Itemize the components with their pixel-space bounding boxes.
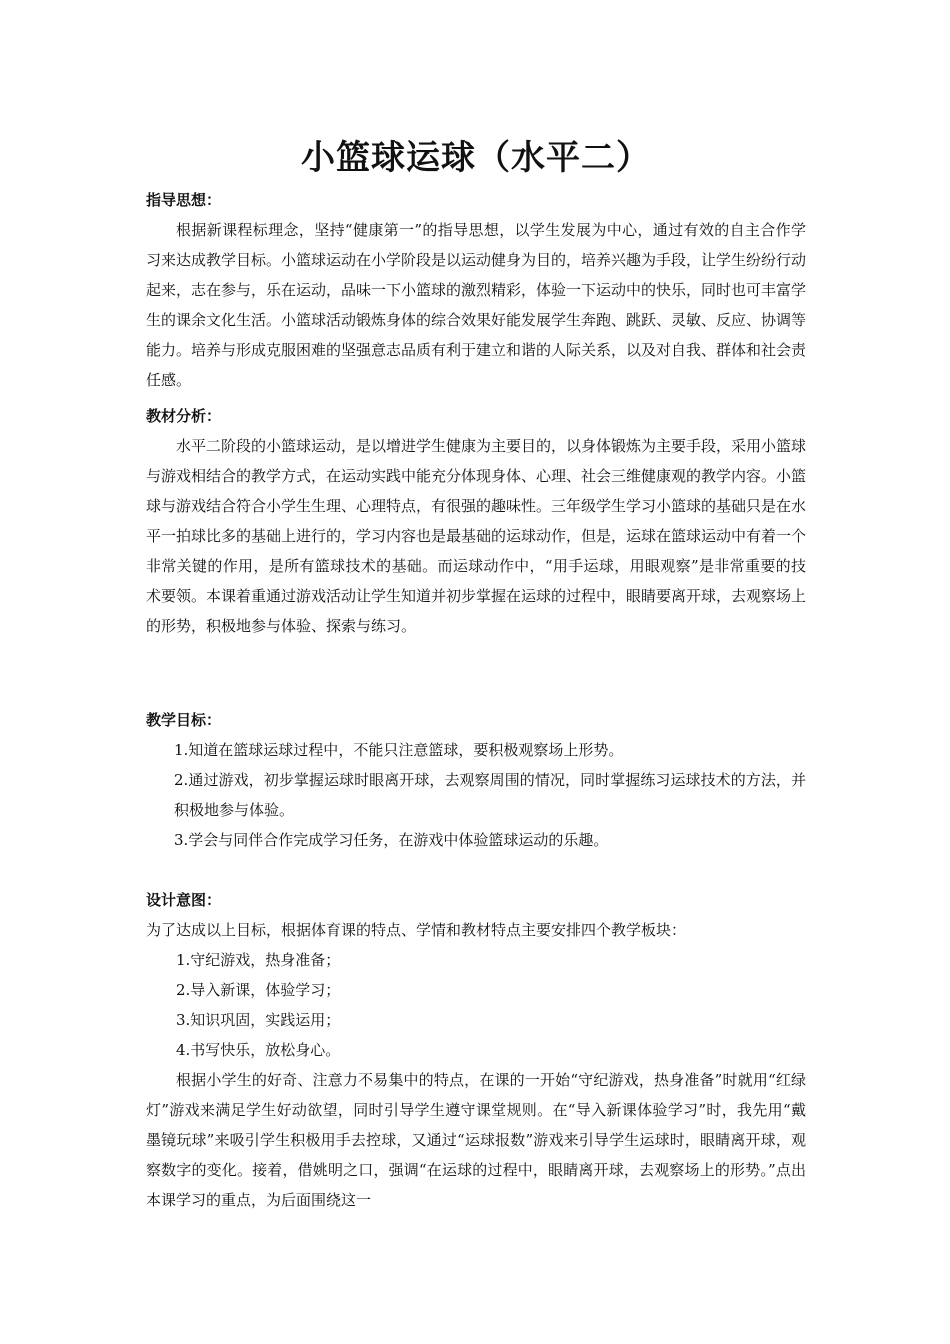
goal-item-3: 3.学会与同伴合作完成学习任务，在游戏中体验篮球运动的乐趣。 bbox=[174, 831, 609, 849]
section-design bbox=[146, 885, 806, 1215]
section-heading-goals: 教学目标： bbox=[146, 711, 222, 729]
section-intro-design: 为了达成以上目标，根据体育课的特点、学情和教材特点主要安排四个教学板块： bbox=[146, 921, 687, 939]
section-heading-guide: 指导思想： bbox=[146, 191, 222, 209]
section-goals bbox=[146, 705, 806, 855]
goal-item-1: 1.知道在篮球运球过程中，不能只注意篮球，要积极观察场上形势。 bbox=[174, 741, 624, 759]
section-body-material: 水平二阶段的小篮球运动，是以增进学生健康为主要目的，以身体锻炼为主要手段，采用小篮球与游戏相结合的教学方式，在运动实践中能充分体现身体、心理、社会三维健康观的教学内容。小篮球与游戏结合符合小学生生理、心理特点，有很强的趣味性。三年级学生学习小篮球的基础只是在水平一拍球比多的基础上进行的，学习内容也是最基础的运球动作，但是，运球在篮球运动中有着一个非常关键的作用，是所有篮球技术的基础。而运球动作中，“用手运球，用眼观察”是非常重要的技术要领。本课着重通过游戏活动让学生知道并初步掌握在运球的过程中，眼睛要离开球，去观察场上的形势，积极地参与体验、探索与练习。 bbox=[146, 437, 807, 635]
document-title: 小篮球运球（水平二） bbox=[301, 138, 651, 178]
section-material bbox=[146, 401, 806, 641]
section-heading-material: 教材分析： bbox=[146, 407, 222, 425]
section-heading-design: 设计意图： bbox=[146, 891, 222, 909]
design-item-1: 1.守纪游戏，热身准备； bbox=[176, 951, 341, 969]
design-item-4: 4.书写快乐，放松身心。 bbox=[176, 1041, 341, 1059]
goal-item-2: 2.通过游戏，初步掌握运球时眼离开球，去观察周围的情况，同时掌握练习运球技术的方法，并积极地参与体验。 bbox=[174, 771, 806, 819]
section-body-design: 根据小学生的好奇、注意力不易集中的特点，在课的一开始“守纪游戏，热身准备”时就用“红绿灯”游戏来满足学生好动欲望，同时引导学生遵守课堂规则。在“导入新课体验学习”时，我先用“戴墨镜玩球”来吸引学生积极用手去控球，又通过“运球报数”游戏来引导学生运球时，眼睛离开球，观察数字的变化。接着，借姚明之口，强调“在运球的过程中，眼睛离开球，去观察场上的形势。”点出本课学习的重点，为后面围绕这一 bbox=[146, 1071, 806, 1209]
section-body-guide: 根据新课程标理念，坚持“健康第一”的指导思想，以学生发展为中心，通过有效的自主合作学习来达成教学目标。小篮球运动在小学阶段是以运动健身为目的，培养兴趣为手段，让学生纷纷行动起来，志在参与，乐在运动，品味一下小篮球的激烈精彩，体验一下运动中的快乐，同时也可丰富学生的课余文化生活。小篮球活动锻炼身体的综合效果好能发展学生奔跑、跳跃、灵敏、反应、协调等能力。培养与形成克服困难的坚强意志品质有利于建立和谐的人际关系，以及对自我、群体和社会责任感。 bbox=[146, 221, 807, 389]
section-guide bbox=[146, 185, 806, 395]
design-item-3: 3.知识巩固，实践运用； bbox=[176, 1011, 341, 1029]
design-item-2: 2.导入新课，体验学习； bbox=[176, 981, 341, 999]
